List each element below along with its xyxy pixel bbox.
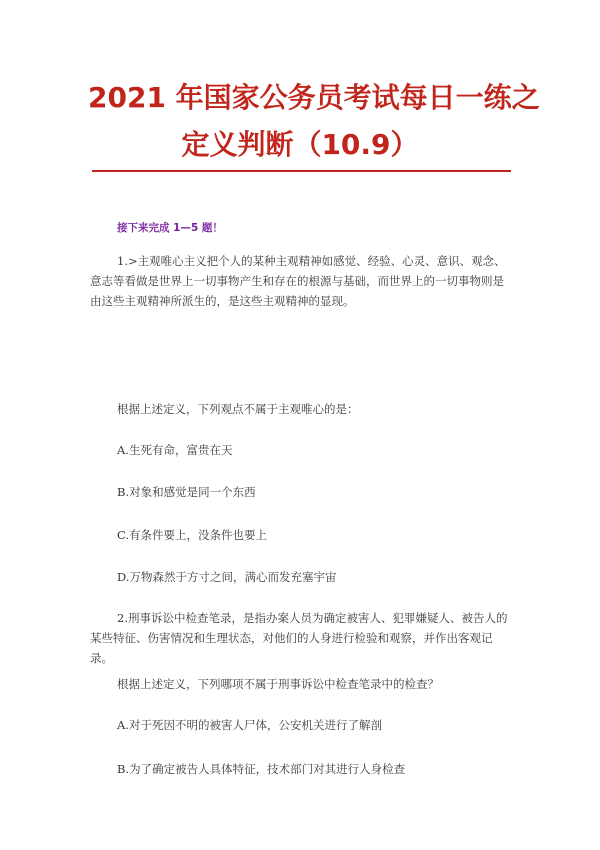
question-1-prompt: 根据上述定义，下列观点不属于主观唯心的是：	[117, 402, 359, 416]
question-1-stem: 1.>主观唯心主义把个人的某种主观精神如感觉、经验、心灵、意识、观念、意志等看做是世界上一切事物产生和存在的根源与基础，而世界上的一切事物则是由这些主观精神所派生的，是这些主观精神的显现。	[90, 254, 506, 308]
question-2-option-b: B.为了确定被告人具体特征，技术部门对其进行人身检查	[117, 762, 406, 776]
page-title-line-2: 定义判断（10.9）	[181, 128, 419, 161]
question-1-option-b: B.对象和感觉是同一个东西	[117, 485, 256, 499]
question-2-stem: 2.刑事诉讼中检查笔录，是指办案人员为确定被害人、犯罪嫌疑人、被告人的某些特征、伤害情况和生理状态，对他们的人身进行检验和观察，并作出客观记录。	[90, 611, 508, 665]
question-2-option-a: A.对于死因不明的被害人尸体，公安机关进行了解剖	[117, 718, 382, 732]
intro-instruction: 接下来完成 1—5 题！	[117, 222, 223, 234]
question-2-prompt: 根据上述定义，下列哪项不属于刑事诉讼中检查笔录中的检查？	[117, 677, 439, 691]
page-title-line-1: 2021 年国家公务员考试每日一练之	[88, 81, 540, 114]
title-divider	[92, 170, 511, 172]
question-1-option-d: D.万物森然于方寸之间，满心而发充塞宇宙	[117, 570, 337, 584]
question-1-option-a: A.生死有命，富贵在天	[117, 443, 233, 457]
question-1-option-c: C.有条件要上，没条件也要上	[117, 528, 268, 542]
